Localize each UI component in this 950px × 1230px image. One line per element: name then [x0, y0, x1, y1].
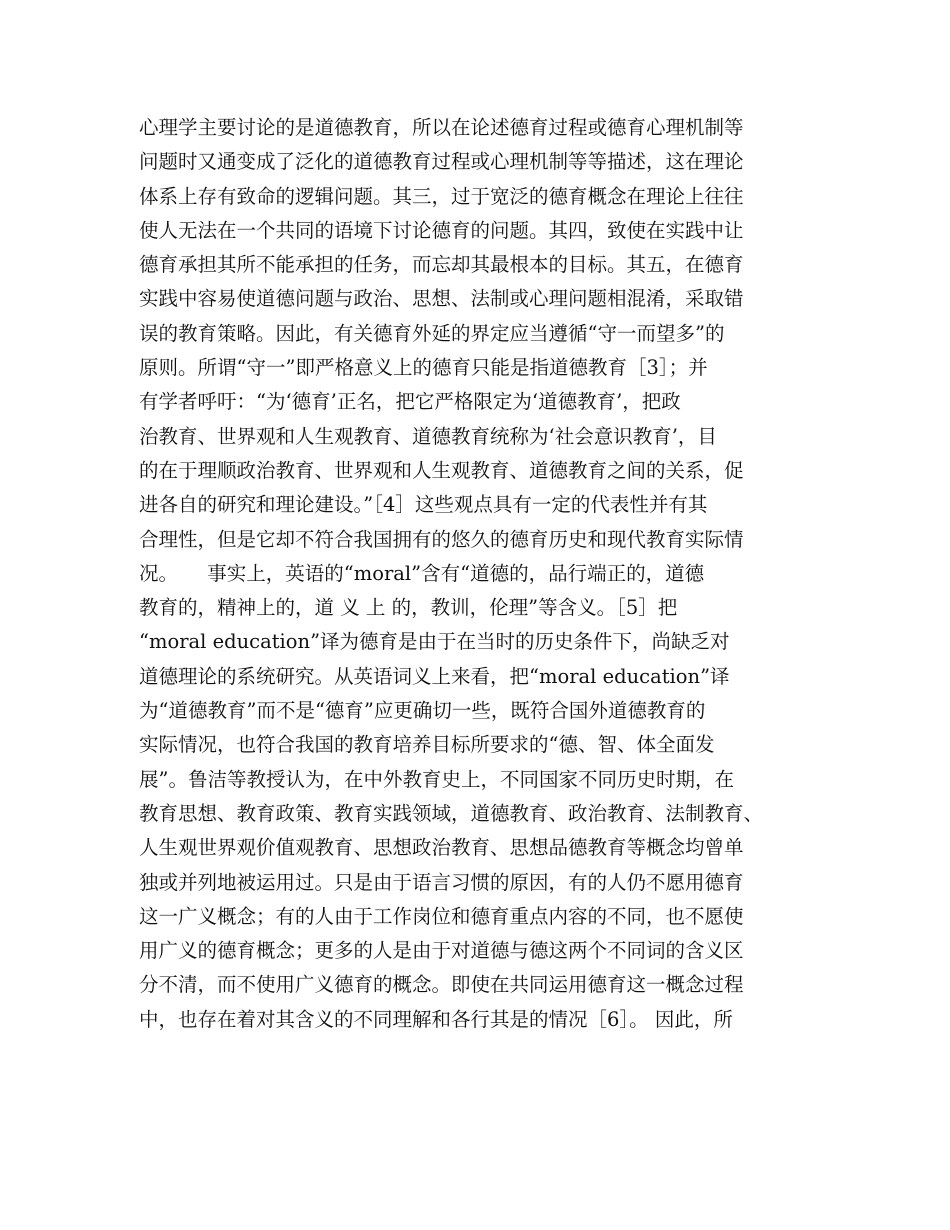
- text-line: 原则。所谓“守一”即严格意义上的德育只能是指道德教育［3］；并: [139, 356, 708, 380]
- text-line: 中，也存在着对其含义的不同理解和各行其是的情况［6］。 因此，所: [139, 1007, 733, 1031]
- text-line: 况。 事实上，英语的“moral”含有“道德的，品行端正的，道德: [139, 561, 705, 585]
- text-line: 教育思想、教育政策、教育实践领域，道德教育、政治教育、法制教育、: [139, 801, 764, 825]
- body-text: [139, 111, 839, 1037]
- text-line: 的在于理顺政治教育、世界观和人生观教育、道德教育之间的关系，促: [139, 458, 744, 482]
- text-line: 展”。鲁洁等教授认为，在中外教育史上，不同国家不同历史时期，在: [139, 767, 734, 791]
- text-line: 德育承担其所不能承担的任务，而忘却其最根本的目标。其五，在德育: [139, 253, 744, 277]
- text-line: 治教育、世界观和人生观教育、道德教育统称为‘社会意识教育’，目: [139, 424, 717, 448]
- text-line: 这一广义概念；有的人由于工作岗位和德育重点内容的不同，也不愿使: [139, 904, 744, 928]
- text-line: 进各自的研究和理论建设。”［4］这些观点具有一定的代表性并有其: [139, 493, 708, 517]
- text-line: 使人无法在一个共同的语境下讨论德育的问题。其四，致使在实践中让: [139, 218, 744, 242]
- text-line: “moral education”译为德育是由于在当时的历史条件下，尚缺乏对: [139, 630, 730, 654]
- text-line: 实际情况，也符合我国的教育培养目标所要求的“德、智、体全面发: [139, 733, 715, 757]
- text-line: 实践中容易使道德问题与政治、思想、法制或心理问题相混淆，采取错: [139, 287, 744, 311]
- text-line: 合理性，但是它却不符合我国拥有的悠久的德育历史和现代教育实际情: [139, 527, 744, 551]
- text-line: 为“道德教育”而不是“德育”应更确切一些，既符合国外道德教育的: [139, 699, 706, 723]
- text-line: 问题时又通变成了泛化的道德教育过程或心理机制等等描述，这在理论: [139, 150, 744, 174]
- text-line: 心理学主要讨论的是道德教育，所以在论述德育过程或德育心理机制等: [139, 116, 744, 139]
- text-line: 教育的，精神上的，道 义 上 的，教训，伦理”等含义。［5］把: [139, 596, 678, 620]
- text-line: 体系上存有致命的逻辑问题。其三，过于宽泛的德育概念在理论上往往: [139, 184, 744, 208]
- text-line: 误的教育策略。因此，有关德育外延的界定应当遵循“守一而望多”的: [139, 321, 725, 345]
- text-line: 有学者呼吁：“为‘德育’正名，把它严格限定为‘道德教育’，把政: [139, 390, 681, 414]
- text-line: 道德理论的系统研究。从英语词义上来看，把“moral education”译: [139, 664, 730, 688]
- text-line: 分不清，而不使用广义德育的概念。即使在共同运用德育这一概念过程: [139, 973, 744, 997]
- text-line: 用广义的德育概念；更多的人是由于对道德与德这两个不同词的含义区: [139, 939, 744, 963]
- text-line: 人生观世界观价值观教育、思想政治教育、思想品德教育等概念均曾单: [139, 836, 744, 860]
- text-line: 独或并列地被运用过。只是由于语言习惯的原因，有的人仍不愿用德育: [139, 870, 744, 894]
